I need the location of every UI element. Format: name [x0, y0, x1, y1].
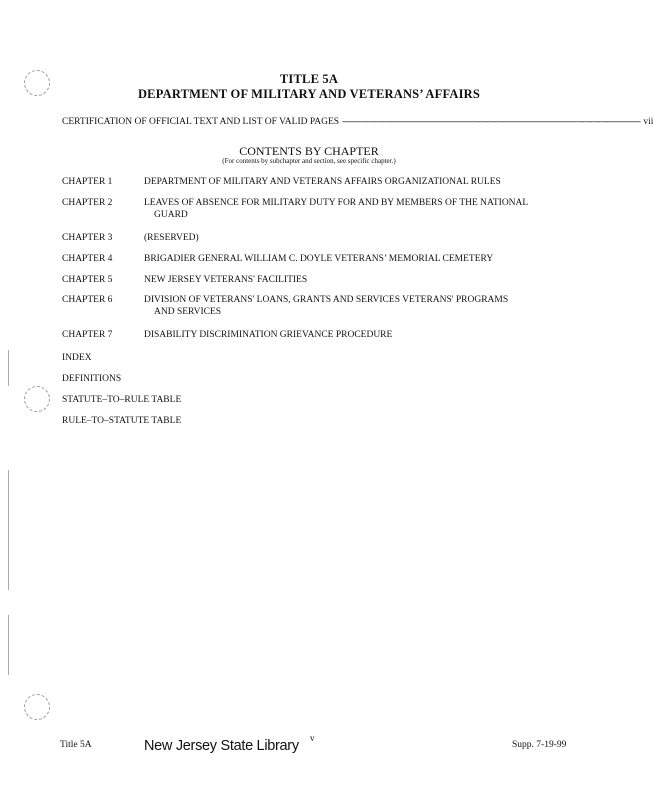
footer-title: Title 5A: [60, 740, 92, 750]
chapter-label: CHAPTER 3: [62, 233, 113, 243]
scan-edge-mark: [8, 470, 9, 590]
punch-hole: [24, 386, 50, 412]
chapter-label: CHAPTER 2: [62, 198, 113, 208]
index-entry: INDEX: [62, 353, 92, 363]
certification-page: vii: [643, 117, 653, 127]
punch-hole: [24, 694, 50, 720]
chapter-row: [62, 197, 532, 221]
rule-to-statute-entry: RULE–TO–STATUTE TABLE: [62, 416, 182, 426]
chapter-row: [62, 274, 311, 286]
contents-heading: CONTENTS BY CHAPTER: [239, 144, 379, 158]
chapter-label: CHAPTER 1: [62, 177, 113, 187]
scan-edge-mark: [8, 350, 9, 386]
chapter-title: NEW JERSEY VETERANS' FACILITIES: [144, 275, 308, 285]
definitions-entry: DEFINITIONS: [62, 374, 122, 384]
library-stamp: New Jersey State Library: [144, 738, 299, 754]
chapter-title: DEPARTMENT OF MILITARY AND VETERANS AFFAIRS ORGANIZATIONAL RULES: [144, 177, 501, 187]
chapter-label: CHAPTER 7: [62, 330, 113, 340]
page-subtitle: DEPARTMENT OF MILITARY AND VETERANS’ AFFAIRS: [137, 87, 481, 101]
chapter-label: CHAPTER 6: [62, 295, 113, 305]
chapter-title: (RESERVED): [144, 233, 199, 243]
supplement-date: Supp. 7-19-99: [512, 740, 567, 750]
contents-note: (For contents by subchapter and section, see specific chapter.): [222, 157, 396, 165]
chapter-title: LEAVES OF ABSENCE FOR MILITARY DUTY FOR AND BY MEMBERS OF THE NATIONAL: [144, 198, 529, 208]
chapter-row: [62, 294, 512, 318]
chapter-row: [62, 232, 203, 244]
chapter-title-block: [144, 294, 512, 318]
chapter-row: [62, 176, 505, 188]
scan-edge-mark: [8, 615, 9, 675]
chapter-label: CHAPTER 5: [62, 275, 113, 285]
statute-to-rule-entry: STATUTE–TO–RULE TABLE: [62, 395, 182, 405]
chapter-title: DIVISION OF VETERANS' LOANS, GRANTS AND SERVICES VETERANS' PROGRAMS: [144, 295, 509, 305]
chapter-row: [62, 329, 396, 341]
certification-row: [62, 117, 653, 131]
chapter-row: [62, 253, 497, 265]
chapter-title-block: [144, 197, 532, 221]
chapter-title-cont: AND SERVICES: [154, 307, 222, 317]
page-title: TITLE 5A: [279, 72, 339, 86]
certification-label: CERTIFICATION OF OFFICIAL TEXT AND LIST OF VALID PAGES: [62, 117, 340, 127]
page-number: v: [310, 733, 315, 743]
chapter-title: DISABILITY DISCRIMINATION GRIEVANCE PROCEDURE: [144, 330, 393, 340]
chapter-label: CHAPTER 4: [62, 254, 113, 264]
chapter-title-cont: GUARD: [154, 210, 188, 220]
dot-leader: ----------------------------------------------------------------------------------------------------------------: [342, 117, 641, 127]
chapter-title: BRIGADIER GENERAL WILLIAM C. DOYLE VETERANS’ MEMORIAL CEMETERY: [144, 254, 494, 264]
